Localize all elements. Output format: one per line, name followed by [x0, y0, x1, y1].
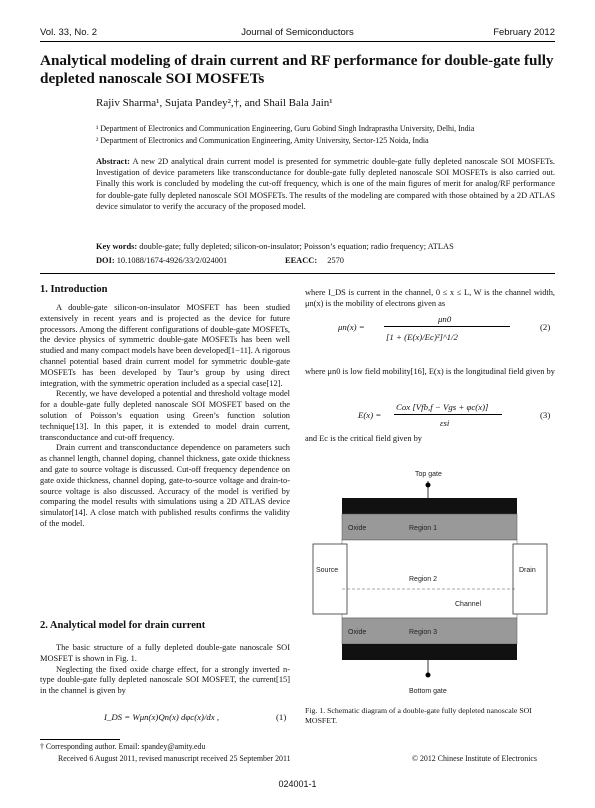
- source-label: Source: [316, 567, 339, 574]
- corresponding-author: † Corresponding author. Email: spandey@amity.edu: [40, 742, 206, 751]
- right-paragraph-3: and Ec is the critical field given by: [305, 434, 422, 443]
- equation-3-fraction-bar: [394, 414, 502, 415]
- equation-3-numerator: Cox [Vfb,f − Vgs + φc(x)]: [396, 402, 489, 412]
- top-gate-electrode: [342, 498, 517, 514]
- abstract-label: Abstract:: [96, 157, 130, 166]
- abstract: [96, 156, 555, 212]
- figure-1-caption: Fig. 1. Schematic diagram of a double-gate fully depleted nanoscale SOI MOSFET.: [305, 706, 532, 725]
- top-gate-label: Top gate: [415, 471, 442, 478]
- eeacc-label: EEACC:: [285, 256, 318, 265]
- bottom-gate-label: Bottom gate: [409, 688, 447, 695]
- intro-paragraph-3: Drain current and transconductance dependence on parameters such as channel length, channel doping, channel thickness, gate oxide thickness and gate to source voltage is discussed. Cut-off frequency dependence on gate oxide thickness, channel doping, gate-to-source voltage and drain-to-source voltage is also discussed. Accuracy of the model is verified by comparing the model results with simulations using a 2D ATLAS device simulator[14]. A close match with published results confirms the validity of the model.: [40, 443, 290, 528]
- source-region: [313, 544, 347, 614]
- channel-label: Channel: [455, 601, 482, 608]
- equation-2-number: (2): [540, 322, 551, 332]
- eeacc-value: 2570: [327, 256, 344, 265]
- equation-2-denominator: [1 + (E(x)/Ec)²]^1/2: [386, 332, 458, 342]
- header-date: February 2012: [493, 27, 555, 38]
- received-date: Received 6 August 2011, revised manuscript received 25 September 2011: [58, 754, 291, 763]
- model-paragraph-2: Neglecting the fixed oxide charge effect, for a strongly inverted n-type double-gate fully depleted nanoscale SOI MOSFET, the current[15] in the channel is given by: [40, 664, 290, 696]
- right-col-lower: [305, 434, 555, 445]
- top-gate-node: [426, 483, 431, 488]
- page-number: 024001-1: [278, 779, 317, 789]
- section-drain-current: 2. Analytical model for drain current: [40, 620, 206, 631]
- footnote-rule: [40, 739, 120, 740]
- intro-paragraph-2: Recently, we have developed a potential and threshold voltage model for a double-gate fully depleted nanoscale SOI MOSFET based on the solution of Poisson’s equation using Green’s function solution technique[13]. In this paper, it is extended to model drain current, transconductance and cut-off frequency.: [40, 389, 290, 442]
- equation-2-numerator: μn0: [438, 314, 452, 324]
- model-body: [40, 643, 290, 697]
- header-journal: Journal of Semiconductors: [241, 27, 354, 38]
- doi: [96, 256, 227, 265]
- doi-label: DOI:: [96, 256, 115, 265]
- intro-paragraph-1: A double-gate silicon-on-insulator MOSFET has been studied extensively in recent years and is projected as the device for future processors. Among the different configurations of double-gate MOSFETs, the device physics of symmetric double-gate MOSFETs has been well studied and many compact models have been developed[1−11]. A rigorous channel potential based drain current model for symmetric double-gate MOSFETs has been developed by Taur’s group by using direct integration, with the symmetric operation included as a special case[12].: [40, 303, 291, 388]
- equation-3-denominator: εsi: [440, 418, 450, 428]
- authors: Rajiv Sharma¹, Sujata Pandey²,†, and Shail Bala Jain¹: [96, 97, 333, 109]
- bottom-gate-node: [426, 673, 431, 678]
- drain-label: Drain: [519, 567, 536, 574]
- figure-1-device-diagram: [305, 465, 555, 700]
- copyright: © 2012 Chinese Institute of Electronics: [412, 754, 537, 763]
- header-volume: Vol. 33, No. 2: [40, 27, 98, 38]
- drain-region: [513, 544, 547, 614]
- affiliation-2: ² Department of Electronics and Communication Engineering, Amity University, Sector-125 Noida, India: [96, 136, 429, 145]
- equation-3-number: (3): [540, 410, 551, 420]
- doi-value: 10.1088/1674-4926/33/2/024001: [116, 256, 228, 265]
- right-paragraph-2: where μn0 is low field mobility[16], E(x) is the longitudinal field given by: [305, 367, 555, 376]
- keywords: [96, 242, 454, 251]
- top-oxide-label: Oxide: [348, 525, 367, 532]
- abstract-text: A new 2D analytical drain current model is presented for symmetric double-gate fully depleted nanoscale SOI MOSFETs. Investigation of device parameters like transconductance for double-gate fully depleted nanoscale SOI MOSFETs is also carried out. Finally this work is concluded by modeling the cut-off frequency, which is one of the main figures of merit for analog/RF performance for double-gate fully depleted nanoscale SOI MOSFETs. The results of the modeling are compared with those obtained by a 2D ATLAS device simulator to verify the accuracy of the proposed model.: [96, 157, 555, 211]
- affiliation-1: ¹ Department of Electronics and Communication Engineering, Guru Gobind Singh Indraprastha University, Delhi, India: [96, 124, 475, 133]
- intro-body: [40, 303, 290, 530]
- abstract-rule: [40, 273, 555, 274]
- keywords-text: double-gate; fully depleted; silicon-on-insulator; Poisson’s equation; radio frequency; ATLAS: [139, 242, 454, 251]
- equation-1-number: (1): [276, 712, 287, 722]
- equation-2-lhs: μn(x) =: [338, 322, 365, 332]
- bottom-gate-electrode: [342, 644, 517, 660]
- section-introduction: 1. Introduction: [40, 284, 108, 295]
- region-2-label: Region 2: [409, 576, 438, 583]
- bottom-oxide-label: Oxide: [348, 629, 367, 636]
- region-1-label: Region 1: [409, 525, 438, 532]
- right-paragraph-1: where I_DS is current in the channel, 0 ≤ x ≤ L, W is the channel width, μn(x) is the mobility of electrons given as: [305, 288, 555, 308]
- equation-3-lhs: E(x) =: [358, 410, 382, 420]
- keywords-label: Key words:: [96, 242, 138, 251]
- equation-1: I_DS = Wμn(x)Qn(x) dφc(x)/dx ,: [104, 712, 220, 722]
- right-col-middle: [305, 367, 555, 378]
- model-paragraph-1: The basic structure of a fully depleted double-gate nanoscale SOI MOSFET is shown in Fig. 1.: [40, 643, 290, 663]
- region-3-label: Region 3: [409, 629, 438, 636]
- equation-2-fraction-bar: [384, 326, 510, 327]
- paper-title: Analytical modeling of drain current and RF performance for double-gate fully depleted nanoscale SOI MOSFETs: [40, 52, 554, 87]
- eeacc: [285, 256, 344, 265]
- right-col-top: [305, 288, 555, 310]
- header-rule: [40, 41, 555, 42]
